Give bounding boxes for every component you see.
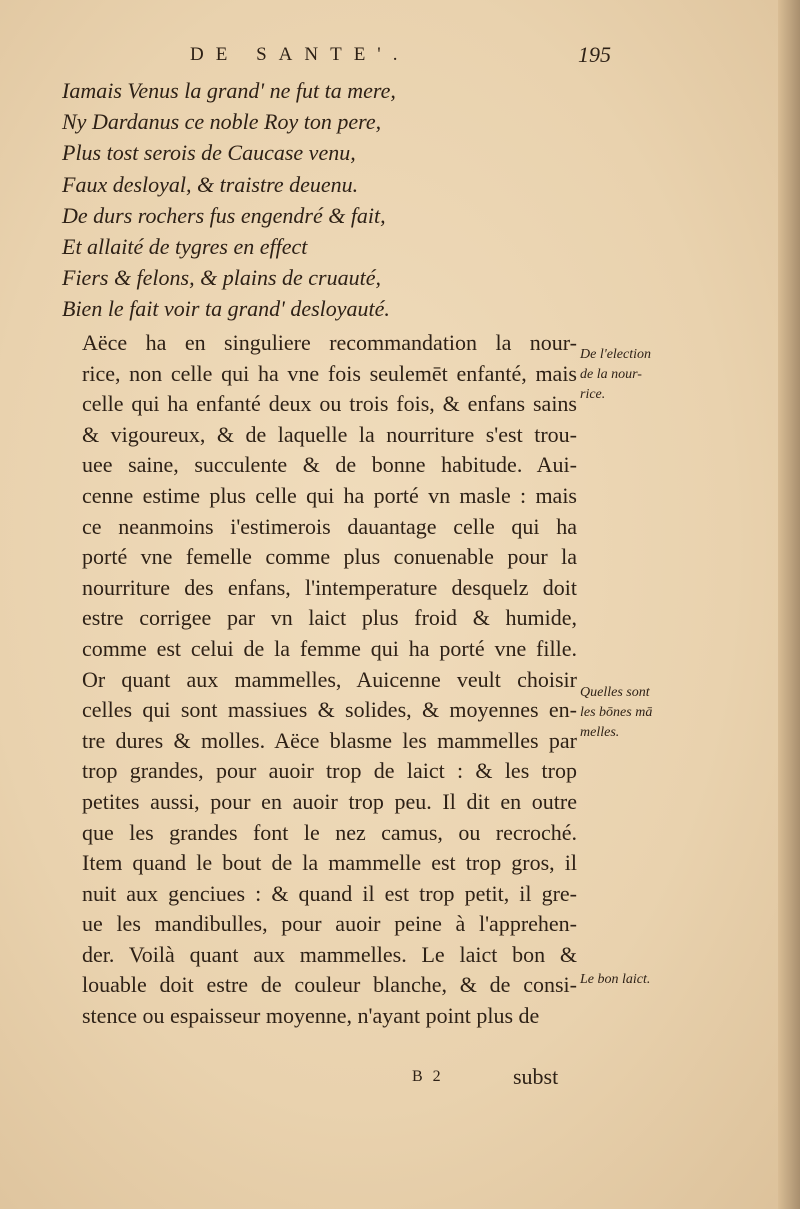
page-gutter (778, 0, 800, 1209)
margin-note (580, 970, 650, 990)
running-head: DE SANTE'. (190, 44, 410, 65)
text-line: ce neanmoins i'estimerois dauantage celle qui ha (82, 513, 577, 539)
margin-note-line: De l'election (580, 347, 652, 362)
signature-mark: B 2 (412, 1068, 444, 1085)
margin-note-line: les bōnes mā (580, 705, 653, 720)
page-footer (0, 1064, 800, 1094)
verse-line: De durs rochers fus engendré & fait, (62, 202, 386, 228)
catchword: subst (513, 1064, 559, 1089)
text-line: petites aussi, pour en auoir trop peu. Il dit en outre (82, 788, 577, 814)
verse-line: Ny Dardanus ce noble Roy ton pere, (62, 109, 382, 135)
text-line: Or quant aux mammelles, Auicenne veult choisir (82, 666, 577, 692)
margin-note-line: de la nour- (580, 367, 642, 382)
text-line: trop grandes, pour auoir trop de laict : & les trop (82, 758, 577, 784)
text-line: ue les mandibulles, pour auoir peine à l'apprehen- (82, 911, 577, 937)
text-line: estre corrigee par vn laict plus froid & humide, (82, 605, 577, 631)
verse-line: Iamais Venus la grand' ne fut ta mere, (62, 78, 396, 103)
verse-line: Et allaité de tygres en effect (62, 234, 308, 260)
page-number: 195 (578, 42, 611, 67)
text-line: que les grandes font le nez camus, ou recroché. (82, 819, 577, 845)
margin-note-line: Quelles sont (580, 685, 650, 700)
text-line: der. Voilà quant aux mammelles. Le laict bon & (82, 941, 577, 967)
verse-block (62, 75, 572, 325)
text-line: Aëce ha en singuliere recommandation la nour- (82, 330, 577, 355)
text-line: celles qui sont massiues & solides, & moyennes en- (82, 697, 577, 723)
text-line: & vigoureux, & de laquelle la nourriture s'est trou- (82, 421, 577, 447)
page-header (0, 40, 800, 70)
text-line: porté vne femelle comme plus conuenable pour la (82, 544, 577, 570)
text-line: celle qui ha enfanté deux ou trois fois, & enfans sains (82, 391, 577, 417)
text-line: louable doit estre de couleur blanche, & de consi- (82, 972, 577, 998)
margin-note (580, 345, 651, 405)
text-line: nourriture des enfans, l'intemperature desquelz doit (82, 574, 577, 600)
text-line: rice, non celle qui ha vne fois seulemēt enfanté, mais (82, 360, 577, 386)
text-line: cenne estime plus celle qui ha porté vn masle : mais (82, 482, 577, 508)
margin-note-line: melles. (580, 725, 620, 740)
verse-line: Fiers & felons, & plains de cruauté, (62, 265, 381, 291)
text-line: nuit aux genciues : & quand il est trop petit, il gre- (82, 880, 577, 906)
margin-note-line: rice. (580, 387, 606, 402)
verse-line: Bien le fait voir ta grand' desloyauté. (62, 296, 390, 322)
text-line: Item quand le bout de la mammelle est trop gros, il (82, 850, 577, 876)
margin-note (580, 683, 652, 743)
text-line: tre dures & molles. Aëce blasme les mammelles par (82, 727, 577, 753)
main-text (82, 328, 577, 1032)
verse-line: Faux desloyal, & traistre deuenu. (62, 171, 359, 197)
text-line: comme est celui de la femme qui ha porté vne fille. (82, 635, 577, 661)
text-line: uee saine, succulente & de bonne habitude. Aui- (82, 452, 577, 478)
margin-note-line: Le bon laict. (580, 972, 651, 987)
text-line: stence ou espaisseur moyenne, n'ayant point plus de (82, 1003, 540, 1029)
verse-line: Plus tost serois de Caucase venu, (62, 140, 356, 166)
